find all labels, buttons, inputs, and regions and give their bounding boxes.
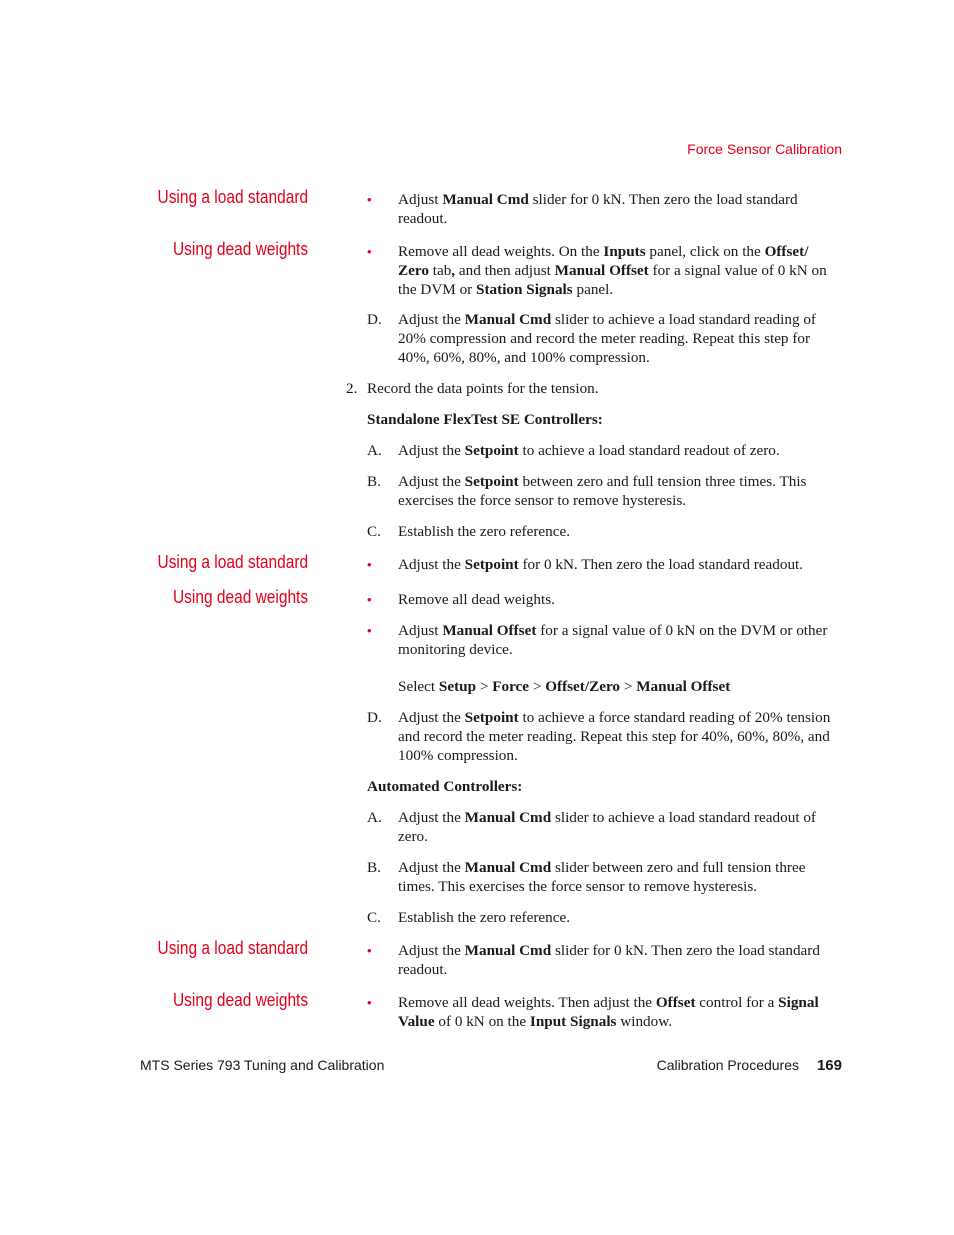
bullet-marker: • xyxy=(367,192,372,207)
subheading-standalone: Standalone FlexTest SE Controllers: xyxy=(367,411,603,428)
bullet-marker: • xyxy=(367,943,372,958)
bullet-marker: • xyxy=(367,244,372,259)
step-marker: B. xyxy=(367,473,381,490)
step-marker: A. xyxy=(367,442,382,459)
step-item-c: C. Establish the zero reference. xyxy=(367,909,571,926)
numbered-step: 2. Record the data points for the tension. xyxy=(346,380,599,397)
bullet-marker: • xyxy=(367,623,372,638)
footer-section: Calibration Procedures xyxy=(656,1057,799,1073)
footer-title: MTS Series 793 Tuning and Calibration xyxy=(140,1057,385,1073)
bullet-marker: • xyxy=(367,557,372,572)
running-header: Force Sensor Calibration xyxy=(687,141,842,157)
side-label-load-standard: Using a load standard xyxy=(157,938,308,958)
page-number: 169 xyxy=(816,1057,842,1074)
step-marker: C. xyxy=(367,909,381,926)
step-marker: D. xyxy=(367,311,382,328)
step-item-d: D. Adjust the Setpoint to achieve a force standard reading of 20% tension and record the meter reading. Repeat this step for 40%, 60%, 80%, and 100% compression. xyxy=(367,709,831,764)
bullet-item: • Adjust Manual Offset for a signal value of 0 kN on the DVM or other monitoring device. xyxy=(367,622,828,658)
bullet-item: • Adjust the Manual Cmd slider for 0 kN. Then zero the load standard readout. xyxy=(367,942,820,978)
menu-path: Select Setup > Force > Offset/Zero > Manual Offset xyxy=(398,678,731,695)
bullet-marker: • xyxy=(367,995,372,1010)
bullet-item: • Adjust the Setpoint for 0 kN. Then zero the load standard readout. xyxy=(367,556,804,573)
bullet-item: • Remove all dead weights. On the Inputs panel, click on the Offset/ Zero tab, and then adjust Manual Offset for a signal value of 0 kN on the DVM or Station Signals panel. xyxy=(367,243,827,298)
step-marker: B. xyxy=(367,859,381,876)
side-label-dead-weights: Using dead weights xyxy=(172,587,308,607)
step-item-b: B. Adjust the Manual Cmd slider between zero and full tension three times. This exercises the force sensor to remove hysteresis. xyxy=(367,859,806,895)
subheading-automated: Automated Controllers: xyxy=(367,778,523,795)
side-label-dead-weights: Using dead weights xyxy=(172,990,308,1010)
side-label-dead-weights: Using dead weights xyxy=(172,239,308,259)
bullet-item: • Remove all dead weights. Then adjust the Offset control for a Signal Value of 0 kN on the Input Signals window. xyxy=(367,994,819,1030)
step-marker: C. xyxy=(367,523,381,540)
bullet-item: • Remove all dead weights. xyxy=(367,591,555,608)
side-label-load-standard: Using a load standard xyxy=(157,552,308,572)
step-number: 2. xyxy=(346,380,358,397)
bullet-marker: • xyxy=(367,592,372,607)
step-item-b: B. Adjust the Setpoint between zero and full tension three times. This exercises the force sensor to remove hysteresis. xyxy=(367,473,807,509)
step-item-a: A. Adjust the Manual Cmd slider to achieve a load standard readout of zero. xyxy=(367,809,816,845)
step-marker: D. xyxy=(367,709,382,726)
step-marker: A. xyxy=(367,809,382,826)
bullet-item: • Adjust Manual Cmd slider for 0 kN. Then zero the load standard readout. xyxy=(367,191,798,227)
side-label-load-standard: Using a load standard xyxy=(157,187,308,207)
step-item-a: A. Adjust the Setpoint to achieve a load standard readout of zero. xyxy=(367,442,780,459)
step-item-d: D. Adjust the Manual Cmd slider to achieve a load standard reading of 20% compression and record the meter reading. Repeat this step for 40%, 60%, 80%, and 100% compression. xyxy=(367,311,816,366)
step-item-c: C. Establish the zero reference. xyxy=(367,523,571,540)
